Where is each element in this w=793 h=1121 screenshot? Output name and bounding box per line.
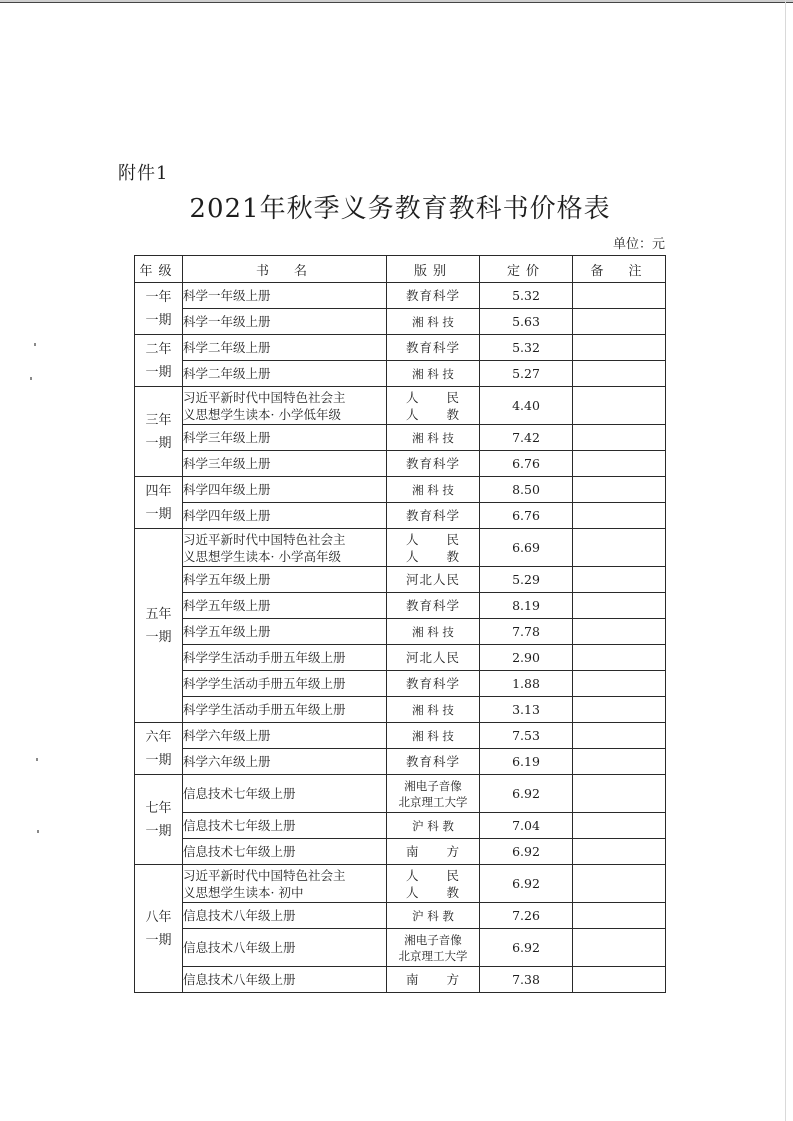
book-title: 科学学生活动手册五年级上册 [183, 676, 346, 691]
grade-label: 四年 [145, 483, 172, 499]
price-cell: 7.38 [480, 967, 573, 993]
grade-cell [135, 335, 183, 387]
table-row [135, 361, 666, 387]
publisher-name: 沪 科 教 [412, 908, 454, 923]
book-title: 科学四年级上册 [183, 482, 271, 497]
publisher-cell [387, 361, 480, 387]
scan-speck [37, 830, 39, 833]
publisher-name: 人 民 [405, 867, 460, 883]
page-title: 2021年秋季义务教育教科书价格表 [189, 194, 611, 224]
price-cell: 7.26 [480, 903, 573, 929]
publisher-name: 南 方 [405, 844, 460, 859]
price-cell: 7.53 [480, 723, 573, 749]
publisher-name: 湘 科 技 [412, 482, 454, 497]
price-cell: 5.63 [480, 309, 573, 335]
publisher-name: 河北人民 [405, 572, 460, 587]
table-row [135, 929, 666, 967]
publisher-cell [387, 697, 480, 723]
book-title-cell [183, 839, 387, 865]
note-cell [573, 503, 666, 529]
publisher-name: 湘 科 技 [412, 624, 454, 639]
grade-cell [135, 723, 183, 775]
price-cell: 6.92 [480, 839, 573, 865]
book-title: 信息技术七年级上册 [183, 786, 296, 801]
note-cell [573, 425, 666, 451]
book-title-cell [183, 749, 387, 775]
table-row [135, 671, 666, 697]
book-title-cell [183, 967, 387, 993]
scan-speck [30, 377, 32, 380]
table-row [135, 477, 666, 503]
table-row [135, 503, 666, 529]
book-title-cell [183, 775, 387, 813]
publisher-name: 人 教 [405, 548, 460, 564]
price-table [134, 255, 666, 993]
scan-speck [36, 758, 38, 761]
note-cell [573, 775, 666, 813]
book-title: 科学二年级上册 [183, 366, 271, 381]
note-cell [573, 929, 666, 967]
price-cell: 1.88 [480, 671, 573, 697]
book-title: 信息技术八年级上册 [183, 940, 296, 955]
book-title: 义思想学生读本· 小学高年级 [183, 548, 341, 564]
book-title-cell [183, 645, 387, 671]
book-title: 信息技术八年级上册 [183, 908, 296, 923]
table-body [135, 283, 666, 993]
note-cell [573, 671, 666, 697]
header-publisher: 版别 [387, 256, 480, 283]
publisher-name: 湘电子音像 [404, 932, 462, 947]
publisher-cell [387, 567, 480, 593]
book-title: 科学四年级上册 [183, 508, 271, 523]
publisher-cell [387, 671, 480, 697]
book-title: 信息技术七年级上册 [183, 844, 296, 859]
book-title-cell [183, 567, 387, 593]
book-title: 习近平新时代中国特色社会主 [183, 531, 346, 547]
book-title-cell [183, 929, 387, 967]
unit-label: 单位：元 [612, 237, 665, 252]
publisher-name: 教育科学 [405, 676, 460, 691]
table-row [135, 865, 666, 903]
publisher-name: 教育科学 [405, 456, 460, 471]
publisher-cell [387, 813, 480, 839]
price-cell: 5.32 [480, 283, 573, 309]
note-cell [573, 749, 666, 775]
book-title-cell [183, 865, 387, 903]
note-cell [573, 309, 666, 335]
note-cell [573, 697, 666, 723]
grade-cell [135, 387, 183, 477]
note-cell [573, 865, 666, 903]
publisher-cell [387, 723, 480, 749]
note-cell [573, 903, 666, 929]
grade-label: 八年 [145, 909, 172, 925]
price-cell: 3.13 [480, 697, 573, 723]
grade-label: 一期 [145, 823, 172, 839]
publisher-name: 沪 科 教 [412, 818, 454, 833]
book-title: 科学三年级上册 [183, 430, 271, 445]
table-row [135, 451, 666, 477]
book-title-cell [183, 503, 387, 529]
publisher-cell [387, 451, 480, 477]
book-title-cell [183, 425, 387, 451]
table-row [135, 645, 666, 671]
publisher-name: 北京理工大学 [398, 794, 468, 809]
publisher-name: 教育科学 [405, 598, 460, 613]
publisher-name: 河北人民 [405, 650, 460, 665]
header-book: 书 名 [183, 256, 387, 283]
publisher-name: 教育科学 [405, 508, 460, 523]
grade-label: 一期 [145, 435, 172, 451]
note-cell [573, 283, 666, 309]
book-title: 科学五年级上册 [183, 624, 271, 639]
price-cell: 4.40 [480, 387, 573, 425]
note-cell [573, 723, 666, 749]
grade-cell [135, 529, 183, 723]
book-title-cell [183, 903, 387, 929]
price-cell: 6.19 [480, 749, 573, 775]
book-title-cell [183, 671, 387, 697]
book-title: 信息技术八年级上册 [183, 972, 296, 987]
publisher-name: 湘电子音像 [404, 778, 462, 793]
publisher-cell [387, 967, 480, 993]
table-row [135, 839, 666, 865]
publisher-cell [387, 929, 480, 967]
book-title: 科学六年级上册 [183, 754, 271, 769]
publisher-name: 北京理工大学 [398, 948, 468, 963]
publisher-cell [387, 619, 480, 645]
grade-cell [135, 865, 183, 993]
book-title: 科学五年级上册 [183, 572, 271, 587]
price-cell: 7.42 [480, 425, 573, 451]
book-title-cell [183, 387, 387, 425]
publisher-cell [387, 749, 480, 775]
header-grade: 年级 [135, 256, 183, 283]
price-cell: 5.27 [480, 361, 573, 387]
note-cell [573, 967, 666, 993]
header-price: 定价 [480, 256, 573, 283]
price-cell: 7.04 [480, 813, 573, 839]
table-row [135, 387, 666, 425]
note-cell [573, 813, 666, 839]
grade-label: 一期 [145, 506, 172, 522]
book-title: 科学一年级上册 [183, 314, 271, 329]
table-header-row [135, 256, 666, 283]
publisher-name: 湘 科 技 [412, 366, 454, 381]
grade-cell [135, 477, 183, 529]
publisher-name: 南 方 [405, 972, 460, 987]
book-title-cell [183, 451, 387, 477]
publisher-cell [387, 335, 480, 361]
book-title: 科学学生活动手册五年级上册 [183, 650, 346, 665]
grade-cell [135, 283, 183, 335]
price-cell: 6.76 [480, 503, 573, 529]
publisher-name: 教育科学 [405, 340, 460, 355]
table-row [135, 283, 666, 309]
book-title-cell [183, 813, 387, 839]
publisher-name: 人 教 [405, 406, 460, 422]
price-cell: 6.69 [480, 529, 573, 567]
book-title: 信息技术七年级上册 [183, 818, 296, 833]
table-row [135, 335, 666, 361]
publisher-name: 教育科学 [405, 288, 460, 303]
book-title: 义思想学生读本· 小学低年级 [183, 406, 341, 422]
book-title-cell [183, 619, 387, 645]
scan-speck [34, 343, 36, 346]
book-title-cell [183, 593, 387, 619]
note-cell [573, 619, 666, 645]
book-title-cell [183, 335, 387, 361]
book-title-cell [183, 309, 387, 335]
note-cell [573, 361, 666, 387]
book-title: 习近平新时代中国特色社会主 [183, 867, 346, 883]
table-row [135, 529, 666, 567]
book-title: 科学五年级上册 [183, 598, 271, 613]
table-row [135, 593, 666, 619]
book-title-cell [183, 697, 387, 723]
table-row [135, 619, 666, 645]
book-title: 科学一年级上册 [183, 288, 271, 303]
publisher-name: 湘 科 技 [412, 702, 454, 717]
note-cell [573, 387, 666, 425]
grade-label: 三年 [145, 412, 172, 428]
note-cell [573, 451, 666, 477]
publisher-name: 湘 科 技 [412, 728, 454, 743]
price-cell: 5.32 [480, 335, 573, 361]
table-row [135, 967, 666, 993]
scan-edge-line [0, 2, 793, 3]
publisher-cell [387, 387, 480, 425]
price-cell: 7.78 [480, 619, 573, 645]
book-title: 科学二年级上册 [183, 340, 271, 355]
grade-label: 二年 [145, 341, 172, 357]
attachment-label: 附件1 [118, 163, 169, 184]
publisher-cell [387, 425, 480, 451]
grade-label: 五年 [145, 606, 172, 622]
publisher-cell [387, 775, 480, 813]
table-row [135, 697, 666, 723]
grade-label: 七年 [145, 800, 172, 816]
note-cell [573, 335, 666, 361]
table-row [135, 723, 666, 749]
publisher-cell [387, 503, 480, 529]
grade-cell [135, 775, 183, 865]
publisher-cell [387, 283, 480, 309]
book-title-cell [183, 477, 387, 503]
grade-label: 一期 [145, 364, 172, 380]
book-title: 科学三年级上册 [183, 456, 271, 471]
publisher-cell [387, 839, 480, 865]
price-cell: 5.29 [480, 567, 573, 593]
book-title-cell [183, 361, 387, 387]
publisher-name: 湘 科 技 [412, 430, 454, 445]
table-row [135, 813, 666, 839]
note-cell [573, 477, 666, 503]
scan-edge-right [785, 0, 786, 1121]
note-cell [573, 593, 666, 619]
price-cell: 2.90 [480, 645, 573, 671]
price-cell: 8.19 [480, 593, 573, 619]
publisher-cell [387, 593, 480, 619]
note-cell [573, 529, 666, 567]
table-row [135, 567, 666, 593]
price-cell: 6.92 [480, 929, 573, 967]
publisher-cell [387, 645, 480, 671]
book-title-cell [183, 283, 387, 309]
grade-label: 一期 [145, 629, 172, 645]
publisher-cell [387, 865, 480, 903]
publisher-name: 教育科学 [405, 754, 460, 769]
price-cell: 6.92 [480, 865, 573, 903]
book-title-cell [183, 723, 387, 749]
grade-label: 一期 [145, 312, 172, 328]
note-cell [573, 567, 666, 593]
table-row [135, 425, 666, 451]
grade-label: 六年 [145, 729, 172, 745]
table-row [135, 903, 666, 929]
note-cell [573, 839, 666, 865]
price-cell: 6.76 [480, 451, 573, 477]
grade-label: 一期 [145, 932, 172, 948]
book-title: 科学学生活动手册五年级上册 [183, 702, 346, 717]
book-title: 习近平新时代中国特色社会主 [183, 389, 346, 405]
publisher-cell [387, 309, 480, 335]
publisher-cell [387, 529, 480, 567]
grade-label: 一期 [145, 752, 172, 768]
book-title: 义思想学生读本· 初中 [183, 884, 304, 900]
price-cell: 6.92 [480, 775, 573, 813]
table-row [135, 749, 666, 775]
price-cell: 8.50 [480, 477, 573, 503]
table-row [135, 309, 666, 335]
publisher-name: 人 民 [405, 389, 460, 405]
publisher-name: 人 民 [405, 531, 460, 547]
publisher-cell [387, 903, 480, 929]
note-cell [573, 645, 666, 671]
book-title: 科学六年级上册 [183, 728, 271, 743]
publisher-name: 人 教 [405, 884, 460, 900]
grade-label: 一年 [145, 289, 172, 305]
header-note: 备 注 [573, 256, 666, 283]
publisher-name: 湘 科 技 [412, 314, 454, 329]
table-row [135, 775, 666, 813]
publisher-cell [387, 477, 480, 503]
book-title-cell [183, 529, 387, 567]
